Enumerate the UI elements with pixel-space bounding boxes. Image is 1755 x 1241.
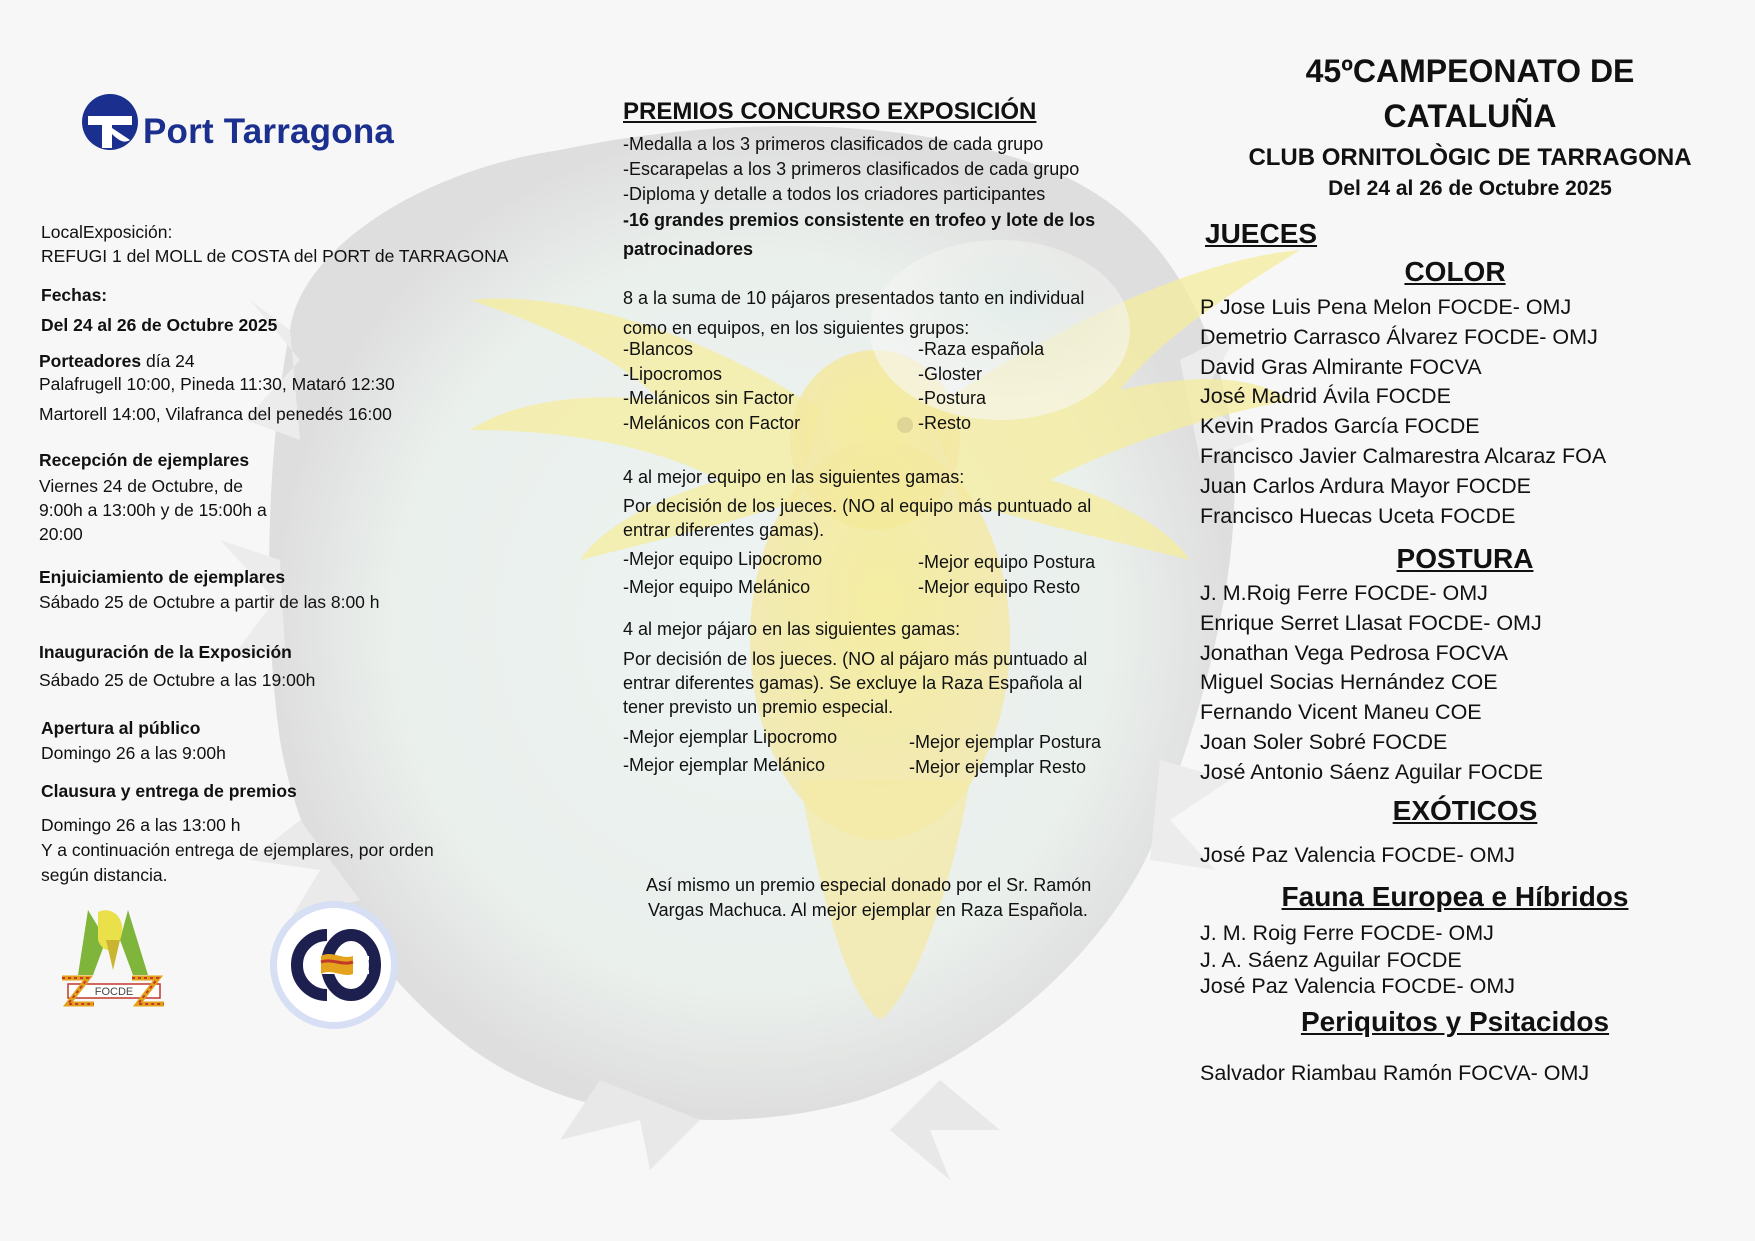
judge-item: J. M. Roig Ferre FOCDE- OMJ — [1200, 921, 1494, 945]
prize-item: -Medalla a los 3 primeros clasificados de cada grupo — [623, 134, 1044, 154]
periquitos-heading: Periquitos y Psitacidos — [1300, 1006, 1610, 1037]
fauna-judges-list — [1200, 920, 1515, 1000]
exoticos-judges-list — [1200, 841, 1515, 871]
groups-intro-1: 8 a la suma de 10 pájaros presentados tanto en individual — [623, 288, 1085, 308]
postura-heading: POSTURA — [1396, 543, 1534, 574]
porteadores-heading — [39, 349, 195, 373]
group-item: -Melánicos con Factor — [623, 412, 801, 433]
group-item: -Raza española — [918, 339, 1045, 359]
focde-logo-text: FOCDE — [94, 986, 134, 998]
special-prize-line-2: Vargas Machuca. Al mejor ejemplar en Raza Española. — [648, 900, 1088, 920]
judge-item: Francisco Javier Calmarestra Alcaraz FOA — [1200, 443, 1607, 468]
group-item: -Gloster — [918, 363, 983, 384]
championship-title-1: 45ºCAMPEONATO DE — [1305, 53, 1635, 89]
judge-item: Juan Carlos Ardura Mayor FOCDE — [1200, 473, 1531, 498]
clausura-label: Clausura y entrega de premios — [41, 781, 297, 801]
inauguracion-value: Sábado 25 de Octubre a las 19:00h — [39, 670, 316, 690]
judge-item: Jonathan Vega Pedrosa FOCVA — [1200, 640, 1508, 665]
apertura-label: Apertura al público — [41, 718, 201, 738]
color-heading: COLOR — [1404, 256, 1506, 287]
port-tarragona-emblem-icon — [80, 92, 140, 152]
team-right-list — [918, 550, 1095, 599]
groups-intro-2: como en equipos, en los siguientes grupos: — [623, 318, 970, 338]
recepcion-label: Recepción de ejemplares — [39, 450, 250, 470]
bird-intro: 4 al mejor pájaro en las siguientes gamas: — [623, 619, 961, 639]
focde-logo-icon — [58, 900, 168, 1018]
recepcion-line: Viernes 24 de Octubre, de — [39, 476, 243, 496]
judge-item: José Paz Valencia FOCDE- OMJ — [1200, 974, 1516, 998]
bird-item: -Mejor ejemplar Melánico — [623, 754, 826, 775]
judge-item: J. M.Roig Ferre FOCDE- OMJ — [1200, 581, 1488, 605]
judge-item: José Madrid Ávila FOCDE — [1200, 384, 1451, 409]
judge-item: David Gras Almirante FOCVA — [1200, 354, 1482, 379]
team-item: -Mejor equipo Resto — [918, 576, 1081, 597]
group-item: -Postura — [918, 388, 987, 408]
grand-prizes-line-2: patrocinadores — [623, 239, 754, 259]
clausura-line: según distancia. — [41, 865, 168, 885]
porteadores-line-2: Martorell 14:00, Vilafranca del penedés 16:00 — [39, 404, 392, 424]
clausura-line: Y a continuación entrega de ejemplares, por orden — [41, 840, 434, 860]
porteadores-label: Porteadores — [39, 351, 142, 371]
judge-item: José Paz Valencia FOCDE- OMJ — [1200, 843, 1516, 867]
special-prize-line-1: Así mismo un premio especial donado por el Sr. Ramón — [646, 875, 1092, 895]
apertura-value: Domingo 26 a las 9:00h — [41, 743, 226, 763]
inauguracion-label: Inauguración de la Exposición — [39, 642, 292, 662]
judge-item: Joan Soler Sobré FOCDE — [1200, 729, 1448, 754]
bird-item: -Mejor ejemplar Resto — [909, 756, 1087, 777]
local-label: LocalExposición: — [41, 222, 173, 242]
color-judges-list — [1200, 293, 1606, 531]
bird-item: -Mejor ejemplar Lipocromo — [623, 727, 838, 747]
judge-item: Salvador Riambau Ramón FOCVA- OMJ — [1200, 1061, 1590, 1085]
enjuiciamiento-value: Sábado 25 de Octubre a partir de las 8:00 h — [39, 592, 380, 612]
judge-item: Miguel Socias Hernández COE — [1200, 670, 1498, 695]
recepcion-line: 9:00h a 13:00h y de 15:00h a — [39, 500, 267, 520]
group-item: -Resto — [918, 412, 972, 433]
judge-item: Demetrio Carrasco Álvarez FOCDE- OMJ — [1200, 324, 1598, 349]
bird-left-list — [623, 725, 837, 777]
exoticos-heading: EXÓTICOS — [1392, 795, 1538, 826]
prize-item: -Escarapelas a los 3 primeros clasificados de cada grupo — [623, 159, 1080, 179]
judge-item: Fernando Vicent Maneu COE — [1200, 700, 1482, 725]
coe-logo-icon — [269, 900, 399, 1030]
groups-left-list — [623, 337, 800, 435]
enjuiciamiento-label: Enjuiciamiento de ejemplares — [39, 567, 286, 587]
championship-title-2: CATALUÑA — [1383, 98, 1557, 134]
grand-prizes-line-1: -16 grandes premios consistente en trofeo y lote de los — [623, 210, 1096, 230]
local-value: REFUGI 1 del MOLL de COSTA del PORT de TARRAGONA — [41, 246, 509, 266]
premios-title: PREMIOS CONCURSO EXPOSICIÓN — [623, 98, 1037, 125]
team-item: -Mejor equipo Melánico — [623, 576, 811, 597]
team-left-list — [623, 547, 822, 599]
team-note-1: Por decisión de los jueces. (NO al equipo más puntuado al — [623, 496, 1092, 516]
group-item: -Lipocromos — [623, 363, 723, 384]
groups-right-list — [918, 337, 1044, 435]
group-item: -Blancos — [623, 339, 694, 359]
judge-item: Enrique Serret Llasat FOCDE- OMJ — [1200, 610, 1542, 635]
bird-note-2: entrar diferentes gamas). Se excluye la Raza Española al — [623, 673, 1083, 693]
judge-item: P Jose Luis Pena Melon FOCDE- OMJ — [1200, 295, 1572, 319]
judge-item: José Antonio Sáenz Aguilar FOCDE — [1200, 759, 1543, 784]
fauna-heading: Fauna Europea e Híbridos — [1281, 881, 1629, 912]
bird-note-3: tener previsto un premio especial. — [623, 697, 894, 717]
team-intro: 4 al mejor equipo en las siguientes gamas: — [623, 467, 965, 487]
championship-dates: Del 24 al 26 de Octubre 2025 — [1328, 177, 1612, 200]
team-item: -Mejor equipo Postura — [918, 552, 1096, 572]
periquitos-judges-list — [1200, 1059, 1589, 1089]
club-name: CLUB ORNITOLÒGIC DE TARRAGONA — [1248, 144, 1692, 171]
team-item: -Mejor equipo Lipocromo — [623, 549, 823, 569]
porteadores-day: día 24 — [141, 351, 195, 371]
judge-item: Francisco Huecas Uceta FOCDE — [1200, 503, 1516, 528]
bird-right-list — [909, 730, 1101, 779]
recepcion-line: 20:00 — [39, 524, 83, 544]
port-tarragona-logo-text: Port Tarragona — [143, 112, 395, 151]
prize-item: -Diploma y detalle a todos los criadores participantes — [623, 184, 1046, 204]
fechas-value: Del 24 al 26 de Octubre 2025 — [41, 315, 278, 335]
postura-judges-list — [1200, 579, 1543, 788]
porteadores-line-1: Palafrugell 10:00, Pineda 11:30, Mataró 12:30 — [39, 374, 395, 394]
clausura-line: Domingo 26 a las 13:00 h — [41, 815, 241, 835]
bird-item: -Mejor ejemplar Postura — [909, 732, 1102, 752]
team-note-2: entrar diferentes gamas). — [623, 520, 825, 540]
bird-note-1: Por decisión de los jueces. (NO al pájaro más puntuado al — [623, 649, 1088, 669]
judge-item: J. A. Sáenz Aguilar FOCDE — [1200, 947, 1462, 972]
jueces-heading: JUECES — [1205, 218, 1318, 249]
fechas-label: Fechas: — [41, 285, 108, 305]
group-item: -Melánicos sin Factor — [623, 388, 795, 408]
judge-item: Kevin Prados García FOCDE — [1200, 414, 1480, 439]
